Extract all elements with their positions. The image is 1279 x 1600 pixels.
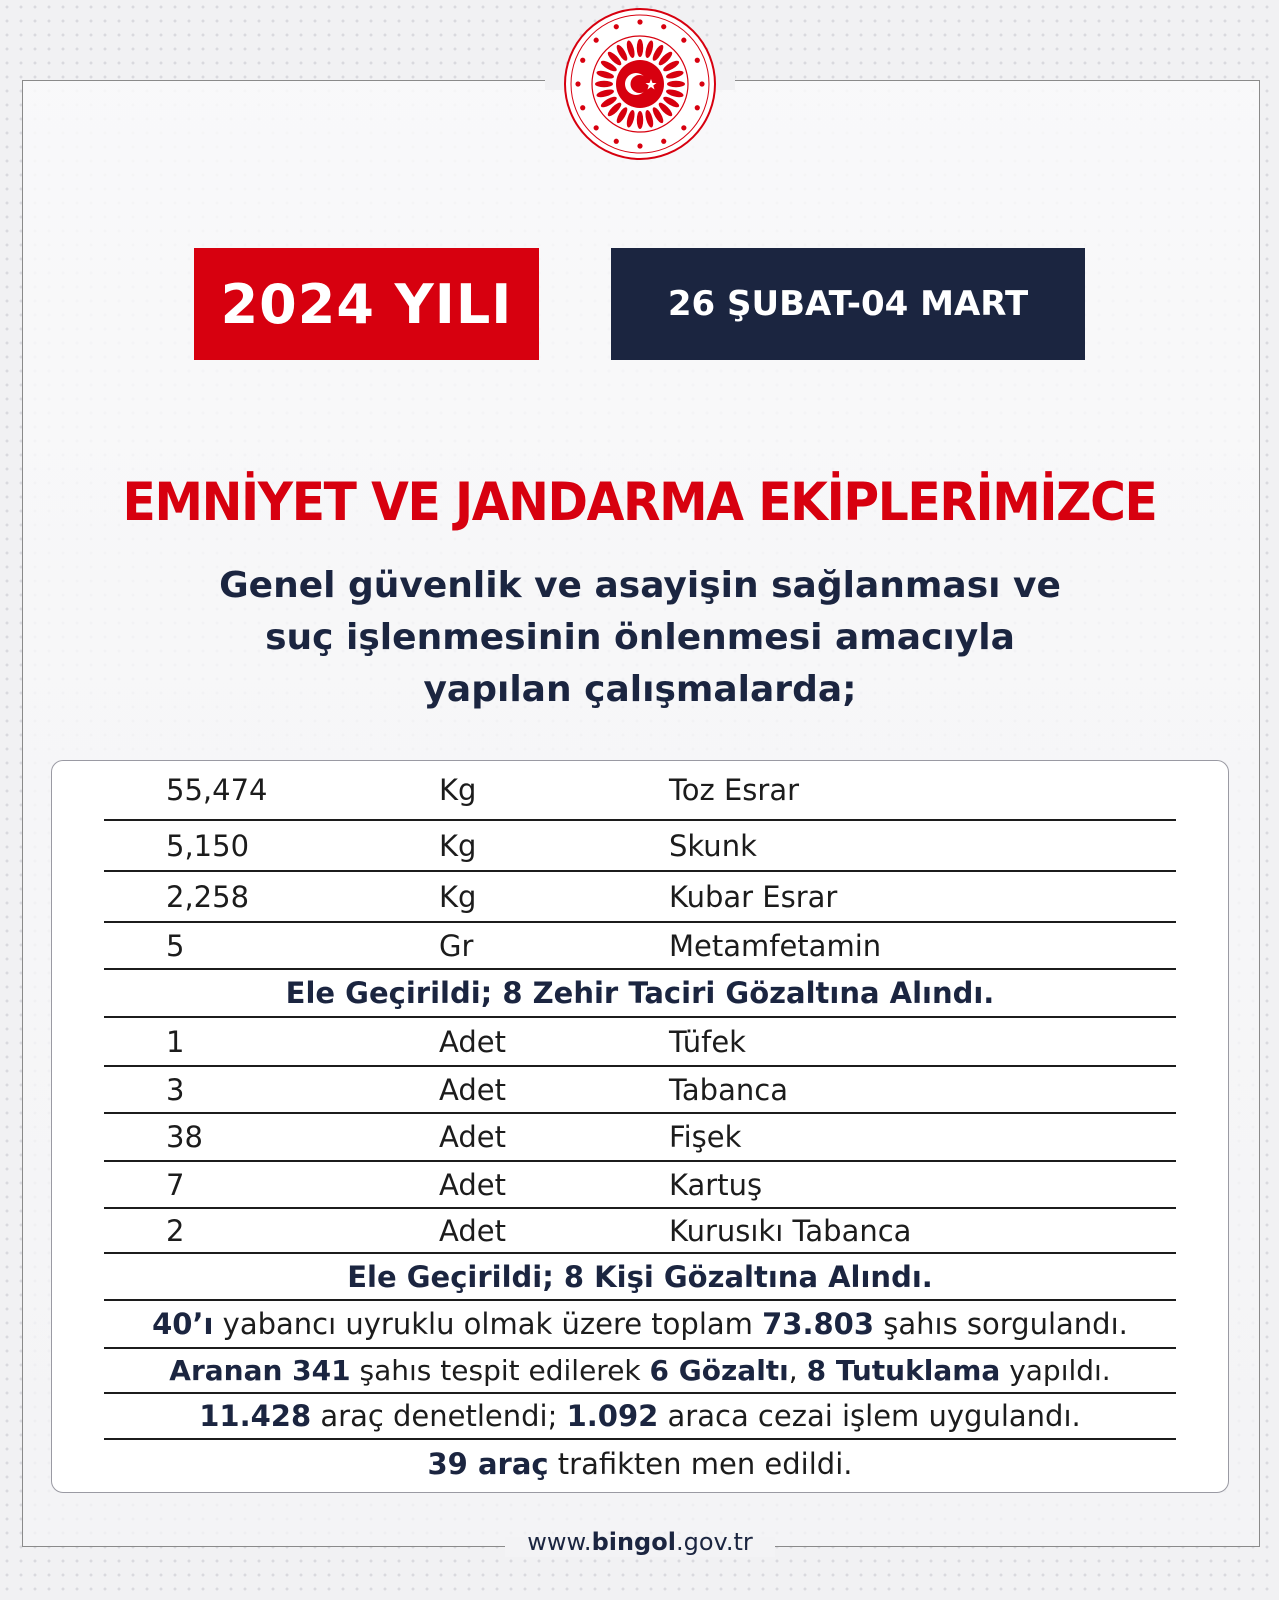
stat-bold: 8 Tutuklama <box>806 1354 1001 1387</box>
seal-star <box>695 105 700 110</box>
seal-petal <box>667 81 685 87</box>
seal-star <box>695 58 700 63</box>
stat-bold: 11.428 <box>199 1399 312 1433</box>
item: Tüfek <box>669 1024 746 1059</box>
stat-bold: 40’ı <box>152 1307 214 1341</box>
stat-bold: Aranan 341 <box>169 1354 351 1387</box>
weapons-summary-row: Ele Geçirildi; 8 Kişi Gözaltına Alındı. <box>104 1254 1176 1301</box>
seal-star <box>614 24 619 29</box>
stat-bold: 6 Gözaltı <box>649 1354 789 1387</box>
unit: Gr <box>439 928 474 963</box>
seal-petal <box>595 81 613 87</box>
drugs-summary-row: Ele Geçirildi; 8 Zehir Taciri Gözaltına Alındı. <box>104 970 1176 1018</box>
results-panel <box>51 760 1229 1493</box>
unit: Kg <box>439 773 477 807</box>
headline: EMNİYET VE JANDARMA EKİPLERİMİZCE <box>122 472 1157 533</box>
seal-star <box>681 125 686 130</box>
stat-text: , <box>788 1354 807 1387</box>
stat-text: yabancı uyruklu olmak üzere toplam <box>213 1307 763 1341</box>
unit: Adet <box>439 1120 506 1154</box>
quantity: 7 <box>166 1167 185 1202</box>
item: Kartuş <box>669 1167 763 1202</box>
seal-star <box>594 125 599 130</box>
stat-text: trafikten men edildi. <box>548 1447 853 1481</box>
stat-bold: 39 araç <box>427 1447 549 1481</box>
unit: Adet <box>439 1072 506 1107</box>
stat-text: yapıldı. <box>1000 1354 1111 1387</box>
seal-star <box>699 81 704 86</box>
stat-bold: 1.092 <box>566 1399 659 1433</box>
quantity: 2,258 <box>166 879 250 914</box>
date-range-badge: 26 ŞUBAT-04 MART <box>611 248 1085 360</box>
results-table <box>104 761 1176 1488</box>
table-row <box>104 1162 1176 1209</box>
seal-petal <box>637 111 643 129</box>
table-row <box>104 821 1176 872</box>
quantity: 38 <box>166 1120 203 1154</box>
seal-star <box>637 19 642 24</box>
seal-star <box>614 139 619 144</box>
quantity: 2 <box>166 1213 185 1248</box>
seal-star <box>637 143 642 148</box>
item: Skunk <box>669 828 757 863</box>
item: Tabanca <box>669 1072 788 1107</box>
seal-star <box>661 24 666 29</box>
stat-row-wanted <box>104 1349 1176 1394</box>
quantity: 1 <box>166 1024 185 1059</box>
unit: Adet <box>439 1024 506 1059</box>
stat-bold: 73.803 <box>762 1307 875 1341</box>
governorship-seal-logo <box>562 6 718 162</box>
item: Kubar Esrar <box>669 879 838 914</box>
unit: Kg <box>439 879 477 914</box>
item: Kurusıkı Tabanca <box>669 1213 912 1248</box>
table-row <box>104 1018 1176 1067</box>
table-row <box>104 923 1176 970</box>
seal-star <box>575 81 580 86</box>
seal-star <box>661 139 666 144</box>
url-prefix: www. <box>527 1528 592 1556</box>
table-row <box>104 1209 1176 1254</box>
stat-text: araç denetlendi; <box>311 1399 567 1433</box>
stat-row-interrogations <box>104 1301 1176 1349</box>
quantity: 55,474 <box>166 773 268 807</box>
stat-row-traffic <box>104 1440 1176 1488</box>
table-row <box>104 761 1176 821</box>
subtitle-line: Genel güvenlik ve asayişin sağlanması ve <box>219 565 1061 606</box>
subtitle <box>140 560 1140 716</box>
subtitle-line: yapılan çalışmalarda; <box>423 669 857 710</box>
table-row <box>104 872 1176 923</box>
website-footer <box>505 1528 775 1556</box>
item: Toz Esrar <box>669 773 800 807</box>
stat-text: araca cezai işlem uygulandı. <box>658 1399 1081 1433</box>
url-domain: bingol <box>591 1528 676 1556</box>
table-row <box>104 1114 1176 1162</box>
seal-star <box>580 58 585 63</box>
url-suffix: .gov.tr <box>675 1528 753 1556</box>
seal-star <box>681 38 686 43</box>
quantity: 5 <box>166 928 185 963</box>
quantity: 3 <box>166 1072 185 1107</box>
stat-text: şahıs sorgulandı. <box>874 1307 1128 1341</box>
seal-star <box>594 38 599 43</box>
year-badge: 2024 YILI <box>194 248 539 360</box>
unit: Adet <box>439 1213 506 1248</box>
item: Fişek <box>669 1120 742 1154</box>
item: Metamfetamin <box>669 928 882 963</box>
quantity: 5,150 <box>166 828 250 863</box>
seal-petal <box>637 39 643 57</box>
table-row <box>104 1067 1176 1114</box>
stat-row-vehicles <box>104 1394 1176 1440</box>
unit: Kg <box>439 828 477 863</box>
unit: Adet <box>439 1167 506 1202</box>
stat-text: şahıs tespit edilerek <box>350 1354 650 1387</box>
subtitle-line: suç işlenmesinin önlenmesi amacıyla <box>265 617 1015 658</box>
seal-star <box>580 105 585 110</box>
